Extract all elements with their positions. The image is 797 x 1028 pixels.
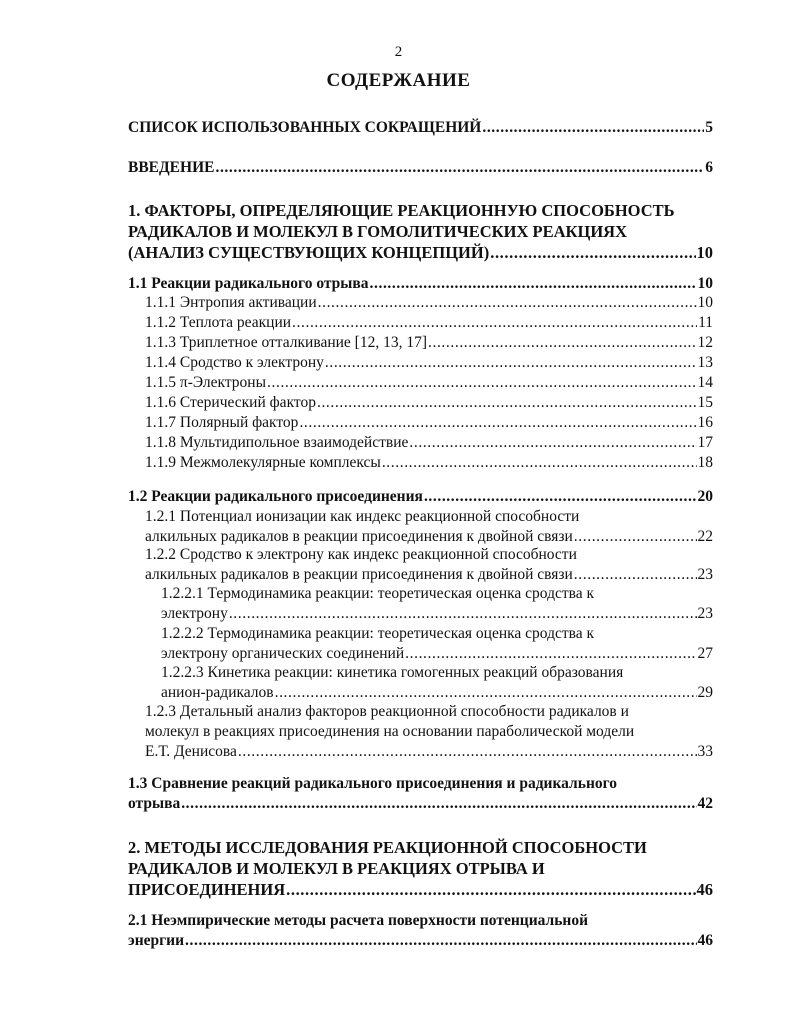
- toc-page: 15: [697, 394, 713, 411]
- toc-entry-chapter-1: [128, 200, 713, 263]
- toc-entry-1-2-1: [145, 507, 713, 547]
- toc-entry-1-1-8: [145, 433, 713, 453]
- toc-text: СПИСОК ИСПОЛЬЗОВАННЫХ СОКРАЩЕНИЙ: [128, 119, 482, 136]
- toc-page: 13: [697, 354, 713, 371]
- page-number: 2: [394, 44, 403, 60]
- toc-leader: [405, 644, 696, 664]
- toc-entry-1-2-3: [145, 702, 713, 762]
- toc-page: 22: [697, 528, 713, 545]
- toc-entry-1-2-2-2: [161, 624, 713, 664]
- toc-entry-1-1-2: [145, 313, 713, 333]
- toc-page: 46: [697, 932, 713, 949]
- toc-text: анион-радикалов: [161, 684, 274, 701]
- toc-page: 33: [697, 743, 713, 760]
- toc-entry-1-2-2-3: [161, 663, 713, 703]
- toc-text: ВВЕДЕНИЕ: [128, 159, 215, 176]
- toc-leader: [286, 879, 695, 900]
- toc-line: 2. МЕТОДЫ ИССЛЕДОВАНИЯ РЕАКЦИОННОЙ СПОСОБНОСТИ: [128, 838, 647, 857]
- toc-entry-1-1-5: [145, 373, 713, 393]
- toc-leader: [275, 683, 697, 703]
- toc-page: 46: [696, 880, 713, 899]
- toc-page: 27: [697, 645, 713, 662]
- toc-text: 1.1.3 Триплетное отталкивание [12, 13, 17]: [145, 334, 427, 351]
- toc-text: 1.1.7 Полярный фактор: [145, 414, 299, 431]
- toc-line: 1.2.1 Потенциал ионизации как индекс реакционной способности: [145, 508, 580, 525]
- toc-text: 1.1.6 Стерический фактор: [145, 394, 316, 411]
- toc-leader: [181, 794, 696, 814]
- toc-leader: [267, 373, 696, 393]
- toc-text: 1.1.2 Теплота реакции: [145, 314, 292, 331]
- toc-entry-1-3: [128, 774, 713, 814]
- toc-page: 10: [697, 275, 713, 292]
- toc-text: 1.1.1 Энтропия активации: [145, 294, 317, 311]
- toc-page: 23: [697, 566, 713, 583]
- toc-entry-1-2-2: [145, 545, 713, 585]
- toc-leader: [428, 333, 697, 353]
- toc-page: 20: [697, 488, 713, 505]
- toc-page: 12: [697, 334, 713, 351]
- toc-entry-1-2: [128, 487, 713, 507]
- toc-entry-1-1-6: [145, 393, 713, 413]
- toc-leader: [482, 118, 704, 138]
- toc-page: 10: [696, 243, 713, 262]
- toc-line: 1.3 Сравнение реакций радикального присоединения и радикального: [128, 775, 618, 792]
- toc-leader: [370, 274, 697, 294]
- toc-line: 1.2.3 Детальный анализ факторов реакционной способности радикалов и: [145, 703, 629, 720]
- toc-line: РАДИКАЛОВ И МОЛЕКУЛ В ГОМОЛИТИЧЕСКИХ РЕАКЦИЯХ: [128, 222, 627, 241]
- toc-leader: [215, 158, 704, 178]
- toc-text: алкильных радикалов в реакции присоединения к двойной связи: [145, 566, 573, 583]
- toc-leader: [299, 413, 696, 433]
- toc-line: 1.2.2.3 Кинетика реакции: кинетика гомогенных реакций образования: [161, 664, 624, 681]
- toc-entry-chapter-2: [128, 837, 713, 900]
- toc-line: РАДИКАЛОВ И МОЛЕКУЛ В РЕАКЦИЯХ ОТРЫВА И: [128, 859, 545, 878]
- toc-leader: [229, 604, 697, 624]
- toc-leader: [238, 742, 697, 762]
- toc-leader: [574, 565, 697, 585]
- toc-leader: [325, 353, 697, 373]
- toc-page: 17: [697, 434, 713, 451]
- toc-page: 11: [698, 314, 713, 331]
- toc-page: 6: [705, 159, 713, 176]
- toc-text: отрыва: [128, 795, 181, 812]
- toc-entry-1-1-9: [145, 453, 713, 473]
- toc-page: 29: [697, 684, 713, 701]
- toc-entry-1-1-7: [145, 413, 713, 433]
- toc-entry-introduction: [128, 158, 713, 178]
- toc-text: электрону органических соединений: [161, 645, 405, 662]
- toc-text: 1.1 Реакции радикального отрыва: [128, 275, 369, 292]
- toc-entry-1-1: [128, 274, 713, 294]
- toc-leader: [185, 931, 696, 951]
- toc-page: 14: [697, 374, 713, 391]
- toc-text: 1.2 Реакции радикального присоединения: [128, 488, 423, 505]
- toc-line: 1. ФАКТОРЫ, ОПРЕДЕЛЯЮЩИЕ РЕАКЦИОННУЮ СПОСОБНОСТЬ: [128, 201, 675, 220]
- toc-text: 1.1.4 Сродство к электрону: [145, 354, 324, 371]
- toc-entry-1-1-3: [145, 333, 713, 353]
- toc-text: (АНАЛИЗ СУЩЕСТВУЮЩИХ КОНЦЕПЦИЙ): [128, 243, 490, 262]
- toc-line: 2.1 Неэмпирические методы расчета поверхности потенциальной: [128, 912, 589, 929]
- toc-entry-abbreviations: [128, 118, 713, 138]
- toc-text: 1.1.5 π-Электроны: [145, 374, 267, 391]
- toc-leader: [574, 527, 697, 547]
- toc-page: 18: [697, 454, 713, 471]
- toc-page: 5: [705, 119, 713, 136]
- toc-text: энергии: [128, 932, 185, 949]
- toc-entry-1-2-2-1: [161, 584, 713, 624]
- toc-page: 16: [697, 414, 713, 431]
- toc-leader: [490, 242, 695, 263]
- toc-entry-2-1: [128, 911, 713, 951]
- toc-line: 1.2.2.1 Термодинамика реакции: теоретическая оценка сродства к: [161, 585, 595, 602]
- toc-text: Е.Т. Денисова: [145, 743, 237, 760]
- toc-leader: [317, 393, 697, 413]
- toc-page: 10: [697, 294, 713, 311]
- toc-leader: [382, 453, 697, 473]
- toc-text: алкильных радикалов в реакции присоединения к двойной связи: [145, 528, 573, 545]
- toc-text: 1.1.9 Межмолекулярные комплексы: [145, 454, 381, 471]
- toc-line: 1.2.2 Сродство к электрону как индекс реакционной способности: [145, 546, 577, 563]
- toc-page: 42: [697, 795, 713, 812]
- toc-leader: [318, 293, 697, 313]
- toc-page: 23: [697, 605, 713, 622]
- page-title: СОДЕРЖАНИЕ: [326, 70, 471, 91]
- toc-line: 1.2.2.2 Термодинамика реакции: теоретическая оценка сродства к: [161, 625, 595, 642]
- toc-line: молекул в реакциях присоединения на основании параболической модели: [145, 723, 635, 740]
- toc-leader: [424, 487, 697, 507]
- toc-text: электрону: [161, 605, 228, 622]
- toc-leader: [409, 433, 696, 453]
- toc-entry-1-1-1: [145, 293, 713, 313]
- toc-text: ПРИСОЕДИНЕНИЯ: [128, 880, 286, 899]
- toc-leader: [292, 313, 697, 333]
- toc-entry-1-1-4: [145, 353, 713, 373]
- toc-text: 1.1.8 Мультидипольное взаимодействие: [145, 434, 409, 451]
